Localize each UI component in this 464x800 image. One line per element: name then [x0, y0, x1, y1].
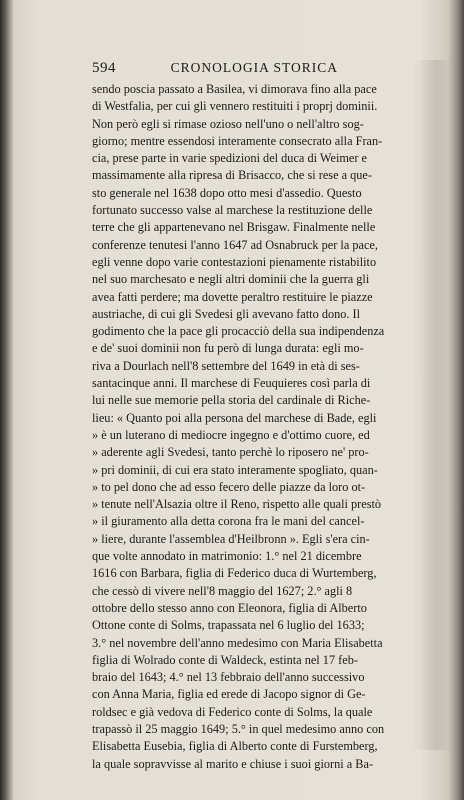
text-line: avea fatti perdere; ma dovette peraltro restituire le piazze	[92, 289, 373, 304]
text-line: figlia di Wolrado conte di Waldeck, estinta nel 17 feb-	[92, 652, 358, 667]
text-line: giorno; mentre essendosi interamente consecrato alla Fran-	[92, 133, 383, 148]
text-line: Ottone conte di Solms, trapassata nel 6 luglio del 1633;	[92, 618, 365, 633]
running-head: CRONOLOGIA STORICA	[170, 60, 338, 75]
text-line: 3.° nel novembre dell'anno medesimo con Maria Elisabetta	[92, 635, 383, 650]
text-line: » tenute nell'Alsazia oltre il Reno, rispetto alle quali prestò	[92, 497, 382, 512]
text-line: egli venne dopo varie contestazioni pienamente ristabilito	[92, 254, 377, 269]
text-line: lui nelle sue memorie pella storia del cardinale di Riche-	[92, 393, 371, 408]
text-line: trapassò il 25 maggio 1649; 5.° in quel medesimo anno con	[92, 721, 385, 736]
text-line: la quale sopravvisse al marito e chiuse i suoi giorni a Ba-	[92, 756, 374, 771]
text-line: e de' suoi dominii non fu però di lunga durata: egli mo-	[92, 341, 364, 356]
text-line: santacinque anni. Il marchese di Feuquieres così parla di	[92, 376, 371, 391]
text-line: di Westfalia, per cui gli vennero restituiti i proprj dominii.	[92, 99, 378, 114]
text-line: » to pel dono che ad esso fecero delle piazze da loro ot-	[92, 479, 366, 494]
text-line: nel suo marchesato e negli altri dominii che la guerra gli	[92, 272, 370, 287]
text-line: terre che gli appartenevano nel Brisgaw. Finalmente nelle	[92, 220, 376, 235]
book-page	[92, 60, 422, 773]
text-line: » il giuramento alla detta corona fra le mani del cancel-	[92, 514, 365, 529]
text-line: sto generale nel 1638 dopo otto mesi d'assedio. Questo	[92, 185, 362, 200]
text-line: que volte annodato in matrimonio: 1.° nel 21 dicembre	[92, 549, 362, 564]
text-line: massimamente alla ripresa di Brisacco, che si rese a que-	[92, 168, 372, 183]
text-line: godimento che la pace gli procacciò della sua indipendenza	[92, 324, 385, 339]
text-line: austriache, di cui gli Svedesi gli avevano fatto dono. Il	[92, 306, 361, 321]
text-line: » pri dominii, di cui era stato interamente spogliato, quan-	[92, 462, 378, 477]
text-line: Non però egli si rimase ozioso nell'uno o nell'altro sog-	[92, 116, 364, 131]
text-line: braio del 1643; 4.° nel 13 febbraio dell'anno successivo	[92, 670, 365, 685]
text-line: fortunato successo valse al marchese la restituzione delle	[92, 203, 373, 218]
text-line: » liere, durante l'assemblea d'Heilbronn ». Egli s'era cin-	[92, 531, 370, 546]
text-line: sendo poscia passato a Basilea, vi dimorava fino alla pace	[92, 82, 377, 96]
text-line: che cessò di vivere nell'8 maggio del 1627; 2.° agli 8	[92, 583, 353, 598]
text-line: ottobre dello stesso anno con Eleonora, figlia di Alberto	[92, 600, 367, 615]
text-line: 1616 con Barbara, figlia di Federico duca di Wurtemberg,	[92, 566, 377, 581]
body-text	[92, 81, 422, 773]
text-line: con Anna Maria, figlia ed erede di Jacopo signor di Ge-	[92, 687, 366, 702]
text-line: conferenze tenutesi l'anno 1647 ad Osnabruck per la pace,	[92, 237, 378, 252]
text-line: lieu: « Quanto poi alla persona del marchese di Bade, egli	[92, 410, 377, 425]
text-line: riva a Dourlach nell'8 settembre del 1649 in età di ses-	[92, 358, 360, 373]
page-header	[92, 60, 422, 77]
text-line: Elisabetta Eusebia, figlia di Alberto conte di Furstemberg,	[92, 739, 378, 754]
text-line: » è un luterano di mediocre ingegno e d'ottimo cuore, ed	[92, 427, 370, 442]
text-line: roldsec e già vedova di Federico conte di Solms, la quale	[92, 704, 373, 719]
text-line: cia, prese parte in varie spedizioni del duca di Weimer e	[92, 151, 368, 166]
page-number: 594	[92, 60, 116, 76]
text-line: » aderente agli Svedesi, tanto perchè lo riposero ne' pro-	[92, 445, 369, 460]
